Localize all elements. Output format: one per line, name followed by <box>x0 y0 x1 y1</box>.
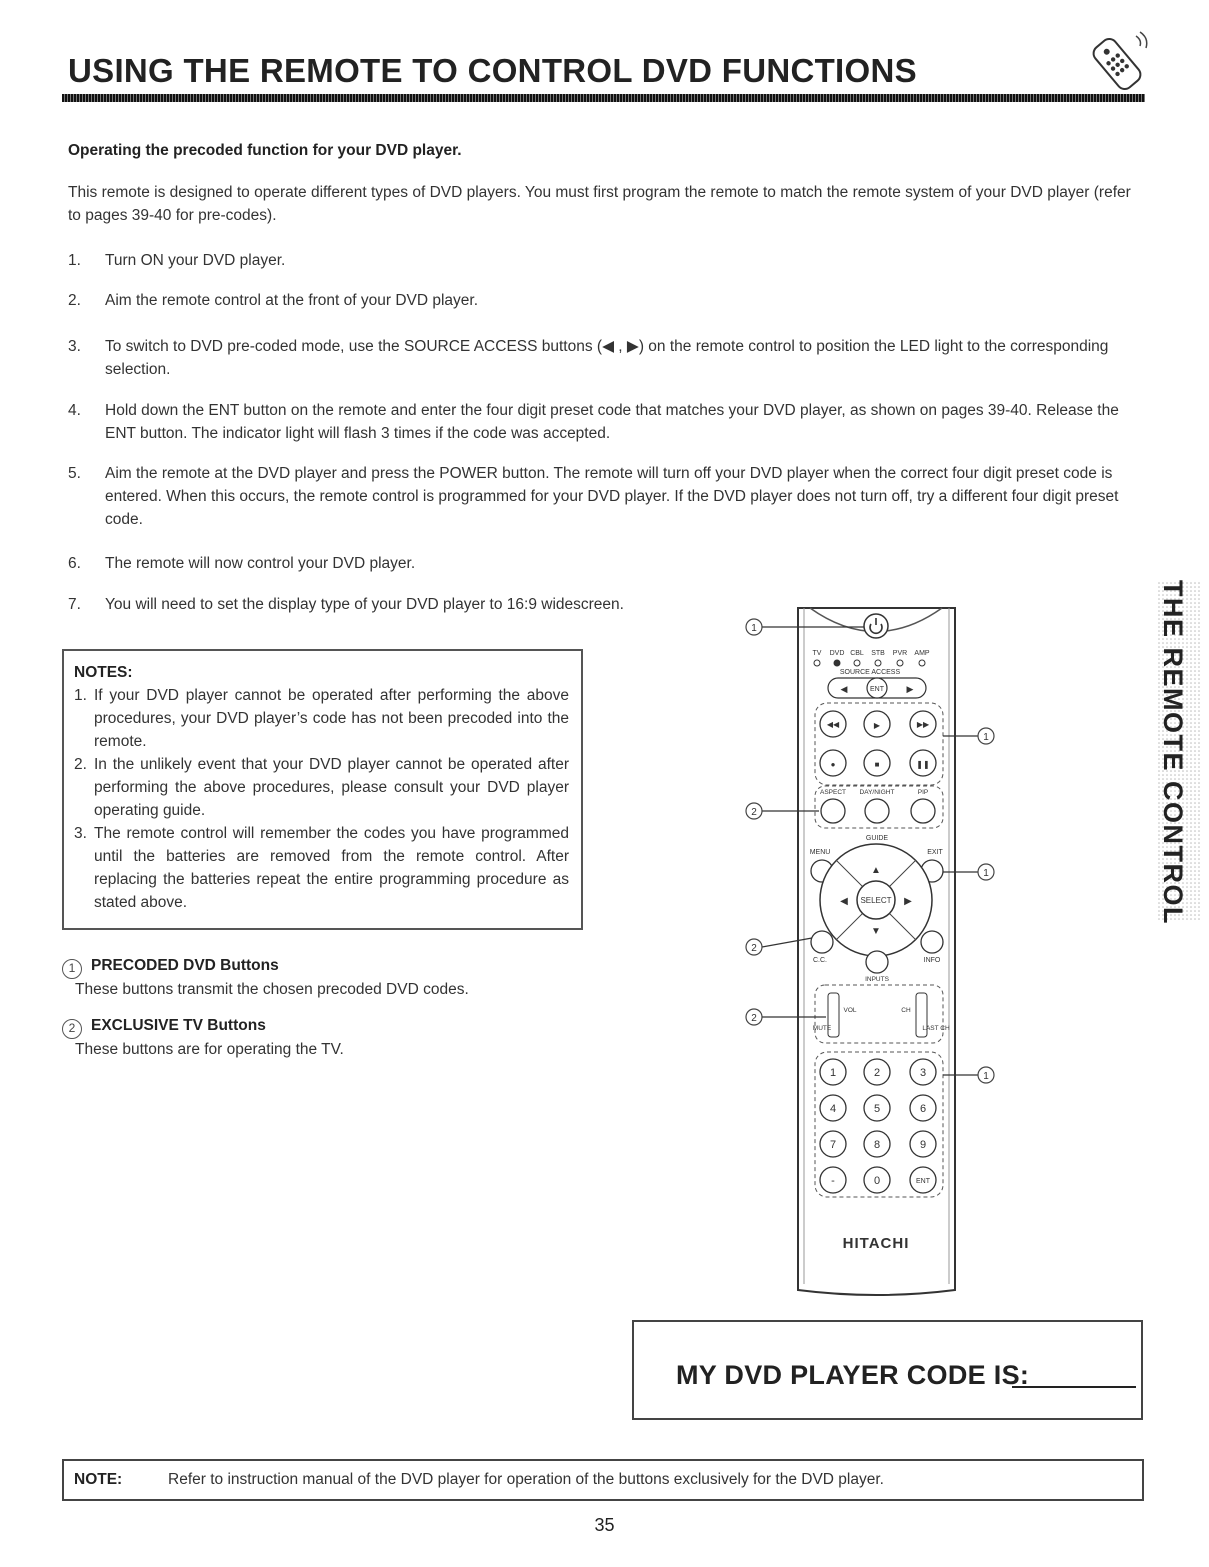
code-entry-line <box>1012 1386 1136 1388</box>
svg-text:3: 3 <box>919 1067 927 1079</box>
svg-text:▲: ▲ <box>871 865 881 876</box>
code-box-label: MY DVD PLAYER CODE IS: <box>676 1360 1030 1390</box>
svg-text:SELECT: SELECT <box>860 896 892 905</box>
svg-text:▶: ▶ <box>906 684 914 694</box>
source-label-pvr: PVR <box>892 650 908 657</box>
svg-text:PIP: PIP <box>917 789 929 796</box>
svg-text:9: 9 <box>919 1139 927 1151</box>
list-item: 2. Aim the remote control at the front of your DVD player. <box>68 292 479 309</box>
svg-text:5: 5 <box>873 1103 881 1115</box>
page-number: 35 <box>594 1515 615 1535</box>
svg-text:INPUTS: INPUTS <box>865 976 889 983</box>
source-label-stb: STB <box>871 650 885 657</box>
svg-text:-: - <box>831 1175 835 1187</box>
power-button[interactable] <box>864 614 888 638</box>
svg-text:LAST CH: LAST CH <box>922 1025 950 1032</box>
callout-marker: 2 <box>751 943 757 954</box>
source-label-tv: TV <box>812 650 822 657</box>
svg-text:VOL: VOL <box>843 1007 857 1014</box>
callout-marker: 1 <box>751 623 757 634</box>
bottom-note-label: NOTE: <box>74 1471 123 1488</box>
list-item: 5. Aim the remote at the DVD player and press the POWER button. The remote will turn off your DVD player when the correct four digit preset code is entered. When this occurs, the remote control is programmed for your DVD player. If the DVD player does not turn off, try a different four digit preset code. <box>68 465 1119 528</box>
svg-text:❚❚: ❚❚ <box>916 760 930 769</box>
list-item: 3. To switch to DVD pre-coded mode, use the SOURCE ACCESS buttons (◀ , ▶) on the remote control to position the LED light to the corresponding selection. <box>68 338 1109 378</box>
svg-text:ASPECT: ASPECT <box>819 789 847 796</box>
svg-text:8: 8 <box>873 1139 881 1151</box>
source-label-cbl: CBL <box>850 650 864 657</box>
svg-text:■: ■ <box>874 760 880 769</box>
svg-text:▶: ▶ <box>904 896 912 907</box>
svg-text:◀◀: ◀◀ <box>826 720 840 729</box>
callout-marker: 2 <box>751 807 757 818</box>
notes-box <box>62 649 583 930</box>
callout-marker: 1 <box>983 868 989 879</box>
legend-exclusive-tv: 2 EXCLUSIVE TV Buttons These buttons are for operating the TV. <box>62 1015 344 1060</box>
notes-title: NOTES: <box>74 664 133 681</box>
svg-text:EXIT: EXIT <box>927 849 943 856</box>
callout-marker: 1 <box>983 732 989 743</box>
list-item: 7. You will need to set the display type of your DVD player to 16:9 widescreen. <box>68 596 624 613</box>
svg-text:GUIDE: GUIDE <box>865 835 889 842</box>
title-rule <box>62 94 1145 102</box>
svg-text:C.C.: C.C. <box>813 957 827 964</box>
svg-text:INFO: INFO <box>923 957 941 964</box>
svg-text:DAY/NIGHT: DAY/NIGHT <box>859 789 895 796</box>
svg-text:●: ● <box>830 760 836 769</box>
svg-text:6: 6 <box>919 1103 927 1115</box>
svg-text:1: 1 <box>829 1067 837 1079</box>
svg-text:ENT: ENT <box>916 1178 930 1185</box>
section-subheading: Operating the precoded function for your DVD player. <box>68 142 462 159</box>
svg-text:◀: ◀ <box>840 684 848 694</box>
list-item: 6. The remote will now control your DVD player. <box>68 555 416 572</box>
code-box <box>632 1320 1143 1420</box>
remote-control-icon <box>1080 30 1155 92</box>
brand-logo: HITACHI <box>842 1235 910 1252</box>
cc-button[interactable] <box>811 931 833 953</box>
svg-text:ENT: ENT <box>870 686 884 693</box>
inputs-button[interactable] <box>866 951 888 973</box>
info-button[interactable] <box>921 931 943 953</box>
callout-marker: 1 <box>62 959 82 979</box>
list-item: 4. Hold down the ENT button on the remote and enter the four digit preset code that matches your DVD player, as shown on pages 39-40. Release the ENT button. The indicator light will flash 3 times if the code was accepted. <box>68 402 1119 442</box>
svg-text:2: 2 <box>873 1067 881 1079</box>
source-access-label: SOURCE ACCESS <box>839 669 901 676</box>
svg-text:MENU: MENU <box>809 849 831 856</box>
list-item: 1. Turn ON your DVD player. <box>68 252 286 269</box>
bottom-note-text: Refer to instruction manual of the DVD player for operation of the buttons exclusively for the DVD player. <box>168 1471 884 1488</box>
note-item: 2. In the unlikely event that your DVD player cannot be operated after performing the above procedures, please consult your DVD player operating guide. <box>74 756 569 819</box>
page-title: USING THE REMOTE TO CONTROL DVD FUNCTIONS <box>68 52 917 89</box>
svg-text:MUTE: MUTE <box>812 1025 832 1032</box>
note-item: 3. The remote control will remember the codes you have programmed until the batteries are removed from the remote control. After replacing the batteries repeat the entire programming procedure as stated above. <box>74 825 569 911</box>
source-label-dvd: DVD <box>829 650 845 657</box>
aspect-button[interactable] <box>821 799 845 823</box>
callout-marker: 2 <box>751 1013 757 1024</box>
note-item: 1. If your DVD player cannot be operated after performing the above procedures, your DVD player’s code has not been precoded into the remote. <box>74 687 569 750</box>
day-night-button[interactable] <box>865 799 889 823</box>
callout-marker: 2 <box>62 1019 82 1039</box>
svg-text:◀: ◀ <box>840 896 848 907</box>
svg-text:7: 7 <box>829 1139 837 1151</box>
svg-text:CH: CH <box>901 1007 911 1014</box>
legend-precoded: 1 PRECODED DVD Buttons These buttons transmit the chosen precoded DVD codes. <box>62 955 469 1000</box>
pip-button[interactable] <box>911 799 935 823</box>
remote-illustration <box>740 600 1010 1305</box>
svg-text:0: 0 <box>873 1175 881 1187</box>
bottom-note <box>62 1459 1144 1501</box>
source-label-amp: AMP <box>914 650 930 657</box>
svg-text:▶: ▶ <box>873 721 881 730</box>
intro-paragraph: This remote is designed to operate different types of DVD players. You must first program the remote to match the remote system of your DVD player (refer to pages 39-40 for pre-codes). <box>68 184 1131 224</box>
svg-text:▶▶: ▶▶ <box>916 720 930 729</box>
callout-marker: 1 <box>983 1071 989 1082</box>
svg-text:4: 4 <box>829 1103 837 1115</box>
side-tab-label: THE REMOTE CONTROL <box>1158 580 1188 925</box>
svg-text:▼: ▼ <box>871 926 881 937</box>
